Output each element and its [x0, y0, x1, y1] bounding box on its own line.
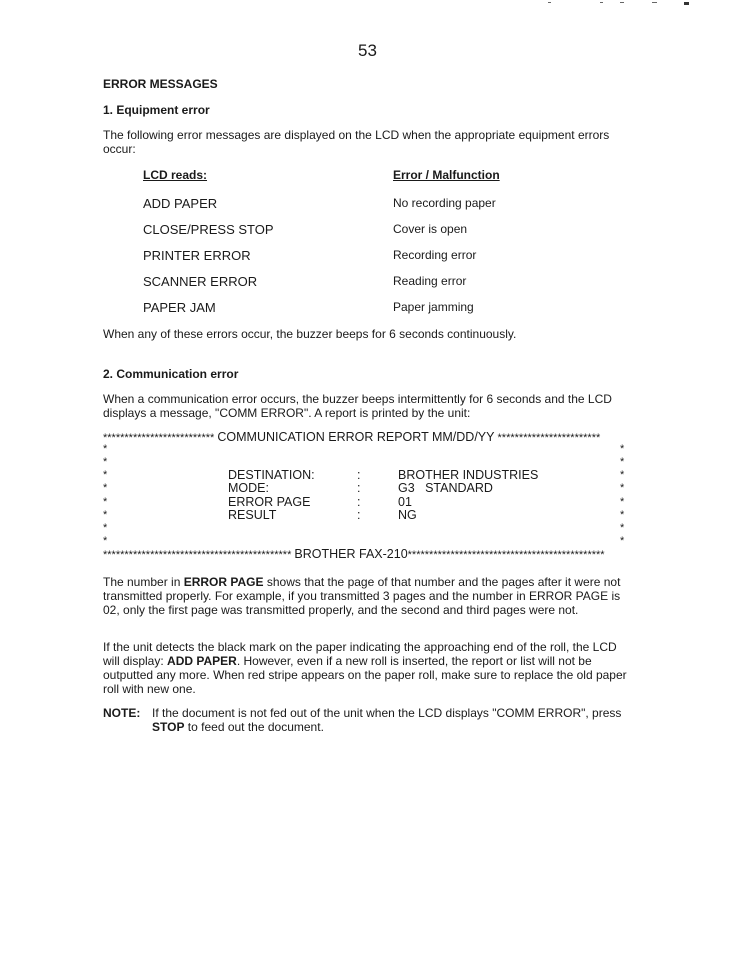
report-field-label: ERROR PAGE: [228, 495, 311, 509]
section-heading: ERROR MESSAGES: [103, 77, 218, 91]
report-star-left: *: [103, 443, 108, 455]
communication-error-intro: When a communication error occurs, the buzzer beeps intermittently for 6 seconds and the LCD displays a message, "COMM ERROR". A report is printed by the unit:: [103, 392, 612, 420]
text-bold: ADD PAPER: [167, 654, 237, 668]
scan-mark: [600, 2, 603, 3]
text-run: to feed out the document.: [184, 720, 324, 734]
scan-mark: [548, 2, 551, 3]
report-star-right: *: [620, 443, 625, 455]
lcd-column-header: LCD reads:: [143, 168, 208, 182]
report-field-separator: :: [357, 481, 361, 495]
text-run: If the document is not fed out of the unit when the LCD displays "COMM ERROR", press: [152, 706, 622, 720]
note-label: NOTE:: [103, 706, 141, 720]
report-field-value: BROTHER INDUSTRIES: [398, 468, 539, 482]
lcd-message: PAPER JAM: [143, 300, 216, 315]
report-star-left: *: [103, 522, 108, 534]
report-star-left: *: [103, 509, 108, 521]
report-star-left: *: [103, 535, 108, 547]
report-star-right: *: [620, 482, 625, 494]
scan-mark: [684, 2, 689, 5]
text-run: The number in: [103, 575, 184, 589]
communication-error-title: 2. Communication error: [103, 367, 239, 381]
report-star-right: *: [620, 535, 625, 547]
lcd-message: CLOSE/PRESS STOP: [143, 222, 274, 237]
lcd-message: SCANNER ERROR: [143, 274, 258, 289]
black-mark-explanation: [103, 640, 633, 696]
page-number: 53: [358, 41, 377, 60]
report-star-right: *: [620, 522, 625, 534]
report-star-border: ********************************************: [103, 549, 292, 561]
error-description: Recording error: [393, 248, 477, 262]
report-star-right: *: [620, 509, 625, 521]
text-run: If the unit detects the black mark on the paper indicating the approaching end of the roll, the LCD will display:: [103, 640, 617, 668]
equipment-error-title: 1. Equipment error: [103, 103, 210, 117]
note-text: [152, 706, 632, 734]
report-field-separator: :: [357, 468, 361, 482]
report-star-border: **********************************************: [407, 549, 605, 561]
error-description: Paper jamming: [393, 300, 474, 314]
error-column-header: Error / Malfunction: [393, 168, 500, 182]
report-field-separator: :: [357, 495, 361, 509]
scan-mark: [652, 2, 657, 3]
error-description: No recording paper: [393, 196, 496, 210]
report-field-label: MODE:: [228, 481, 269, 495]
report-star-border: ************************: [497, 432, 601, 444]
report-star-left: *: [103, 469, 108, 481]
error-page-explanation: [103, 575, 633, 617]
report-field-label: RESULT: [228, 508, 277, 522]
report-field-value: 01: [398, 495, 412, 509]
text-bold: ERROR PAGE: [183, 575, 264, 589]
report-star-right: *: [620, 496, 625, 508]
text-run: . However, even if a new roll is inserted, the report or list will not be outputted any more. When red stripe appears on the paper roll, make sure to replace the old paper roll with new one.: [103, 654, 627, 696]
error-description: Cover is open: [393, 222, 468, 236]
text-run: shows that the page of that number and the pages after it were not transmitted properly. For example, if you transmitted 3 pages and the number in ERROR PAGE is 02, only the first page was transmitted properly, and the second and third pages were not.: [103, 575, 621, 617]
text-bold: STOP: [152, 720, 185, 734]
report-header: COMMUNICATION ERROR REPORT MM/DD/YY: [217, 430, 495, 444]
lcd-message: ADD PAPER: [143, 196, 218, 211]
report-field-separator: :: [357, 508, 361, 522]
buzzer-continuous-text: When any of these errors occur, the buzzer beeps for 6 seconds continuously.: [103, 327, 517, 341]
report-star-left: *: [103, 496, 108, 508]
report-field-value: G3 STANDARD: [398, 481, 493, 495]
report-footer: BROTHER FAX-210: [294, 547, 408, 561]
lcd-message: PRINTER ERROR: [143, 248, 251, 263]
report-footer-line: [103, 547, 628, 561]
error-description: Reading error: [393, 274, 467, 288]
report-star-border: **************************: [103, 432, 215, 444]
report-field-label: DESTINATION:: [228, 468, 315, 482]
report-star-left: *: [103, 456, 108, 468]
scan-mark: [620, 2, 624, 3]
report-star-left: *: [103, 482, 108, 494]
report-header-line: [103, 430, 628, 444]
report-star-right: *: [620, 456, 625, 468]
equipment-error-intro: The following error messages are displayed on the LCD when the appropriate equipment errors occur:: [103, 128, 610, 156]
report-field-value: NG: [398, 508, 417, 522]
report-star-right: *: [620, 469, 625, 481]
